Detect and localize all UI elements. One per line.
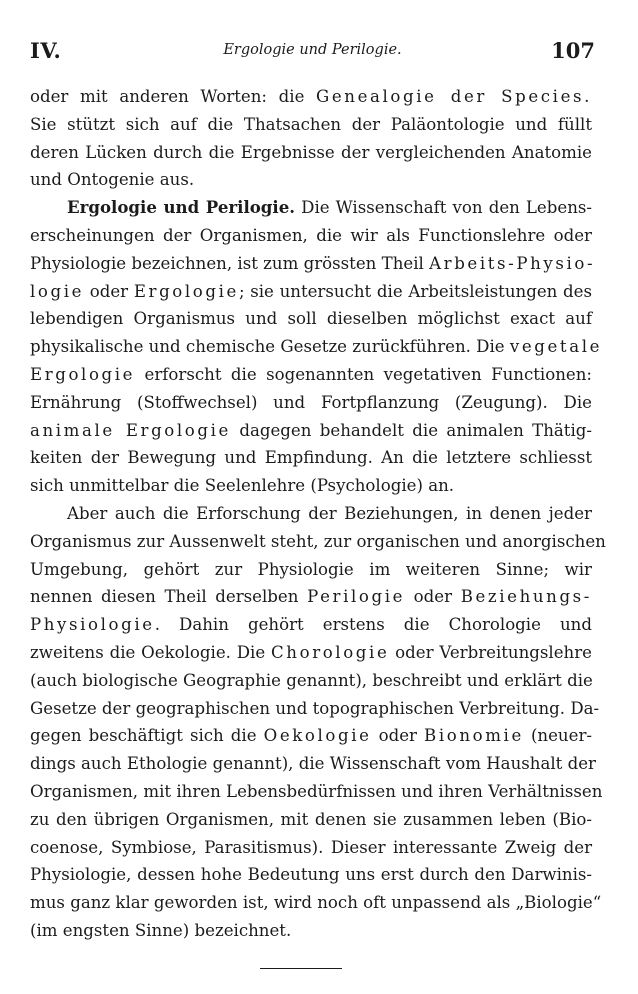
text-run: Umgebung, gehört zur Physiologie im weiteren Sinne; wir: [30, 559, 592, 579]
text-run: dings auch Ethologie genannt), die Wissenschaft vom Haushalt der: [30, 754, 596, 774]
spaced-term: Genealogie der Species.: [316, 87, 592, 106]
text-run: Physiologie bezeichnen, ist zum grössten Theil: [30, 253, 430, 273]
text-run: Physiologie, dessen hohe Bedeutung uns erst durch den Darwinis-: [30, 865, 592, 885]
page-number: 107: [551, 38, 595, 63]
text-run: mus ganz klar geworden ist, wird noch oft unpassend als „Biologie“: [30, 893, 602, 913]
text-run: sich unmittelbar die Seelenlehre (Psychologie) an.: [30, 476, 455, 496]
text-line: [30, 250, 596, 278]
text-line: [30, 333, 603, 361]
text-run: gegen beschäftigt sich die: [30, 726, 264, 746]
spaced-term: Beziehungs-: [460, 587, 592, 607]
paragraph: [30, 500, 606, 945]
text-run: zu den übrigen Organismen, mit denen sie zusammen leben (Bio-: [30, 809, 592, 829]
spaced-term: Physiologie: [30, 615, 155, 635]
running-title: Ergologie und Perilogie.: [223, 42, 402, 58]
text-line: [30, 222, 592, 250]
spaced-term: logie: [30, 281, 85, 301]
spaced-term: Bionomie: [424, 726, 524, 746]
section-rule: [260, 968, 342, 969]
text-line: [30, 305, 592, 333]
text-line: [30, 695, 600, 723]
text-run: Organismus zur Aussenwelt steht, zur organischen und anorgischen: [30, 531, 606, 551]
text-run: physikalische und chemische Gesetze zurückführen. Die: [30, 337, 510, 357]
spaced-term: animale Ergologie: [30, 420, 231, 440]
spaced-term: Ergologie: [30, 364, 136, 384]
text-line: [30, 83, 592, 111]
section-heading: Ergologie und Perilogie.: [67, 197, 296, 218]
text-run: Sie stützt sich auf die Thatsachen der Paläontologie und füllt: [30, 114, 592, 134]
text-run: oder Verbreitungslehre: [389, 642, 592, 662]
text-run: . Dahin gehört erstens die Chorologie und: [154, 615, 592, 635]
text-line: [30, 278, 592, 306]
text-line: [30, 111, 592, 139]
text-run: erscheinungen der Organismen, die wir als Functionslehre oder: [30, 225, 592, 245]
text-line: [30, 528, 606, 556]
text-line: [30, 639, 592, 667]
text-line: [30, 750, 596, 778]
text-run: Organismen, mit ihren Lebensbedürfnissen und ihren Verhältnissen: [30, 781, 603, 801]
text-run: oder: [84, 281, 134, 301]
text-run: (auch biologische Geographie genannt), beschreibt und erklärt die: [30, 670, 593, 690]
text-run: dagegen behandelt die animalen Thätig-: [230, 420, 592, 440]
text-line: [30, 806, 592, 834]
text-run: ; sie untersucht die Arbeitsleistungen des: [238, 281, 593, 301]
spaced-term: Arbeits-Physio-: [429, 253, 596, 273]
spaced-term: Perilogie: [307, 587, 406, 607]
text-line: [30, 778, 603, 806]
text-line: [30, 834, 592, 862]
text-line: [30, 166, 592, 194]
chapter-number: IV.: [30, 38, 62, 63]
paragraph: [30, 194, 603, 500]
text-line: [30, 889, 602, 917]
spaced-term: Chorologie: [271, 642, 390, 662]
text-run: oder mit anderen Worten: die: [30, 87, 317, 106]
text-line: [30, 417, 592, 445]
text-run: Ernährung (Stoffwechsel) und Fortpflanzung (Zeugung). Die: [30, 392, 592, 412]
text-line: [30, 139, 592, 167]
text-line: [30, 389, 592, 417]
spaced-term: Ergologie: [133, 281, 239, 301]
text-run: nennen diesen Theil derselben: [30, 587, 308, 607]
text-line: [30, 861, 592, 889]
text-line: [30, 361, 592, 389]
text-line: [30, 556, 592, 584]
body-text: [30, 83, 606, 945]
text-line: [30, 194, 592, 222]
spaced-term: vegetale: [509, 337, 603, 357]
text-run: Die Wissenschaft von den Lebens-: [295, 198, 592, 218]
text-run: oder: [405, 587, 461, 607]
text-run: und Ontogenie aus.: [30, 170, 195, 190]
text-line: [30, 444, 592, 472]
text-line: [30, 917, 592, 945]
text-run: Aber auch die Erforschung der Beziehungen, in denen jeder: [67, 503, 592, 523]
text-run: (neuer-: [523, 726, 592, 746]
text-run: (im engsten Sinne) bezeichnet.: [30, 920, 292, 940]
text-run: keiten der Bewegung und Empfindung. An die letztere schliesst: [30, 448, 592, 468]
text-line: [30, 472, 592, 500]
page-header: [30, 38, 595, 68]
text-run: oder: [371, 726, 425, 746]
text-run: erforscht die sogenannten vegetativen Functionen:: [135, 364, 592, 384]
text-run: deren Lücken durch die Ergebnisse der vergleichenden Anatomie: [30, 142, 592, 162]
spaced-term: Oekologie: [263, 726, 372, 746]
text-line: [30, 611, 592, 639]
text-line: [30, 583, 592, 611]
text-run: zweitens die Oekologie. Die: [30, 642, 272, 662]
paragraph: [30, 83, 592, 194]
text-run: Gesetze der geographischen und topographischen Verbreitung. Da-: [30, 698, 600, 718]
text-line: [30, 500, 592, 528]
text-run: coenose, Symbiose, Parasitismus). Dieser interessante Zweig der: [30, 837, 592, 857]
text-line: [30, 722, 592, 750]
text-line: [30, 667, 592, 695]
text-run: lebendigen Organismus und soll dieselben möglichst exact auf: [30, 309, 592, 329]
